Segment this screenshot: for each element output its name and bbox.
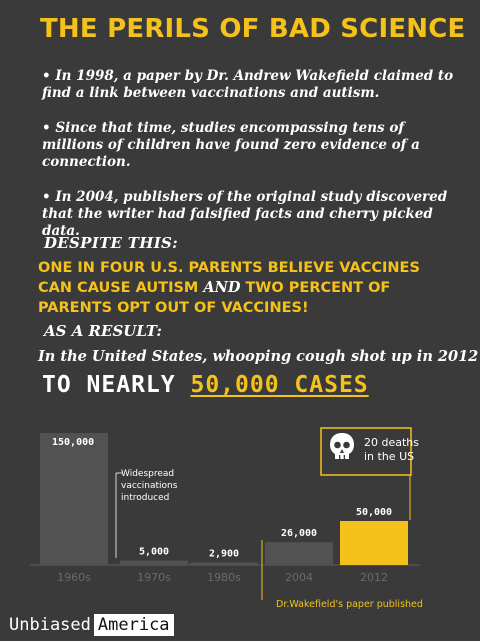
skull-eye-left [334, 442, 341, 449]
brand-part-2: America [94, 614, 174, 636]
bar-value-label: 26,000 [280, 528, 318, 540]
brand-part-1: Unbiased [9, 615, 91, 635]
claim-and: AND [203, 279, 241, 296]
annotation-line: introduced [121, 493, 170, 503]
result-heading: AS A RESULT: [44, 322, 162, 340]
vaccination-annotation [121, 469, 178, 503]
x-tick-label: 2004 [285, 571, 313, 584]
bullet-2 [42, 120, 462, 171]
annotation-line: 20 deaths [364, 436, 419, 449]
x-tick-label: 1970s [137, 571, 171, 584]
annotation-line: vaccinations [121, 481, 178, 491]
bullet-1 [42, 68, 462, 102]
bullet-2-text: Since that time, studies encompassing tens of millions of children have found zero evidence of a connection. [42, 120, 420, 170]
x-tick-label: 2012 [360, 571, 388, 584]
bar-1960s [40, 433, 108, 565]
bar-value-label: 5,000 [138, 546, 170, 558]
wakefield-annotation: Dr.Wakefield's paper published [276, 599, 423, 610]
cases-bar-chart [0, 400, 480, 614]
bullet-1-text: In 1998, a paper by Dr. Andrew Wakefield claimed to find a link between vaccinations and autism. [42, 68, 454, 101]
skull-tooth [339, 455, 340, 459]
despite-heading: DESPITE THIS: [44, 234, 179, 252]
bullet-3 [42, 189, 462, 240]
bullet-mark: • [42, 120, 51, 136]
skull-tooth [344, 455, 345, 459]
claim-part-2: TWO PERCENT OF PARENTS OPT OUT OF VACCINES! [38, 280, 391, 316]
page-title: THE PERILS OF BAD SCIENCE [40, 14, 466, 44]
bar-1970s [120, 561, 188, 565]
bullet-mark: • [42, 68, 51, 84]
annotation-line: Widespread [121, 469, 175, 479]
bar-2004 [265, 542, 333, 565]
x-tick-label: 1980s [207, 571, 241, 584]
skull-shape [330, 433, 354, 459]
headline [42, 372, 369, 398]
headline-highlight: 50,000 CASES [190, 372, 369, 398]
whooping-cough-line: In the United States, whooping cough shot up in 2012 [38, 348, 479, 365]
skull-eye-right [343, 442, 350, 449]
deaths-annotation [364, 436, 419, 463]
bar-2012 [340, 521, 408, 565]
annotation-line: in the US [364, 450, 415, 463]
bullet-list [42, 68, 462, 258]
brand-logo [6, 614, 174, 636]
skull-icon [330, 433, 354, 459]
bar-value-label: 150,000 [52, 437, 95, 448]
bar-value-label: 2,900 [208, 548, 240, 560]
bar-1980s [190, 562, 258, 565]
parent-claim [38, 258, 458, 318]
claim-part-1: ONE IN FOUR U.S. PARENTS BELIEVE VACCINES CAN CAUSE AUTISM [38, 260, 420, 296]
x-tick-label: 1960s [57, 571, 91, 584]
headline-prefix: TO NEARLY [42, 372, 191, 398]
bullet-3-text: In 2004, publishers of the original study discovered that the writer had falsified facts and cherry picked data. [42, 189, 448, 239]
bullet-mark: • [42, 189, 51, 205]
bar-value-label: 50,000 [355, 507, 393, 518]
